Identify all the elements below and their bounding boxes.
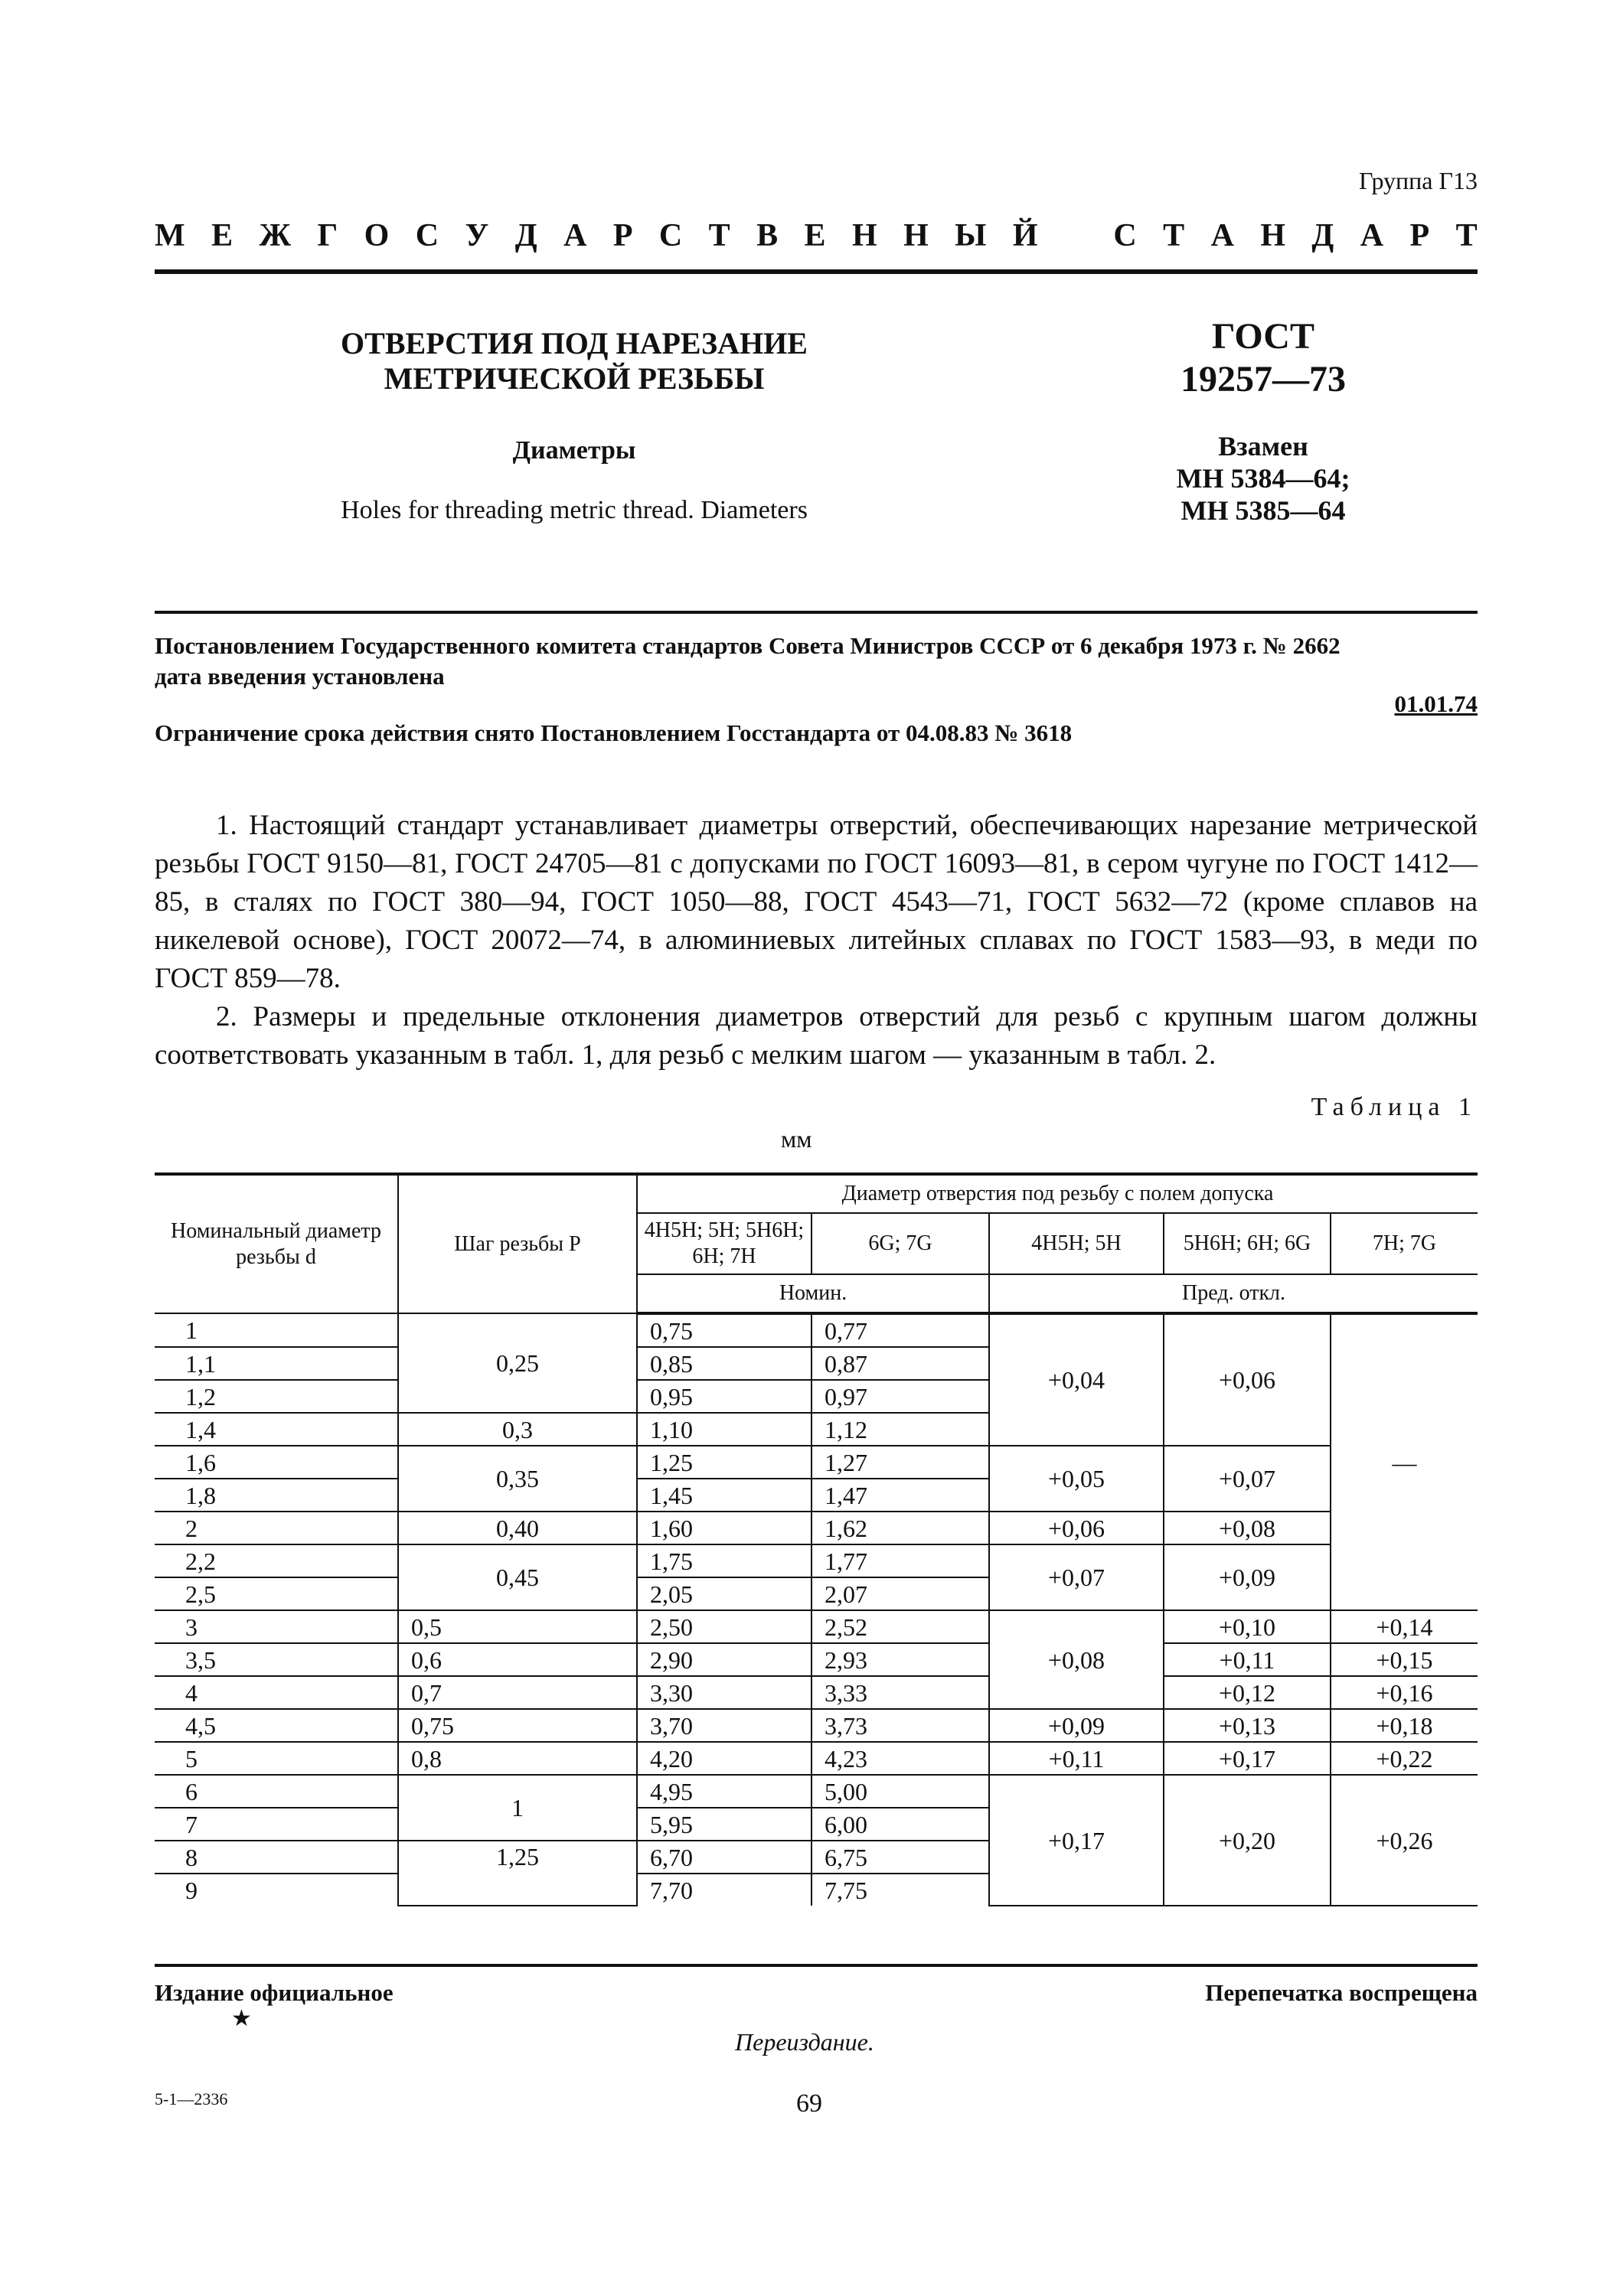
cell-nominal-a: 2,05 xyxy=(637,1577,812,1610)
cell-tol-d: +0,13 xyxy=(1164,1709,1331,1742)
cell-pitch: 0,25 xyxy=(398,1313,637,1413)
paragraph-1: 1. Настоящий стандарт устанавливает диаметры отверстий, обеспечивающих нарезание метрической резьбы ГОСТ 9150—81, ГОСТ 24705—81 с допусками по ГОСТ 16093—81, в сером чугуне по ГОСТ 1412—85, в сталях по ГОСТ 380—94, ГОСТ 1050—88, ГОСТ 4543—71, ГОСТ 5632—72 (кроме сплавов на никелевой основе), ГОСТ 20072—74, в алюминиевых литейных сплавах по ГОСТ 1583—93, в меди по ГОСТ 859—78. xyxy=(155,810,1478,994)
cell-nominal-a: 6,70 xyxy=(637,1841,812,1874)
heading-letter: Р xyxy=(1409,218,1430,253)
heading-letter: О xyxy=(364,218,390,253)
table-row xyxy=(155,1676,1478,1709)
table-row xyxy=(155,1643,1478,1676)
cell-nominal-b: 3,33 xyxy=(812,1676,989,1709)
cell-nominal-a: 5,95 xyxy=(637,1808,812,1841)
restriction-note: Ограничение срока действия снято Постановлением Госстандарта от 04.08.83 № 3618 xyxy=(155,719,1073,746)
heading-letter: М xyxy=(155,218,185,253)
cell-tol-d: +0,09 xyxy=(1164,1544,1331,1610)
cell-tol-e: +0,26 xyxy=(1331,1775,1478,1906)
title-line-1: ОТВЕРСТИЯ ПОД НАРЕЗАНИЕ xyxy=(341,326,808,360)
cell-tol-e: +0,18 xyxy=(1331,1709,1478,1742)
cell-tol-c: +0,09 xyxy=(989,1709,1164,1742)
heading-letter: Н xyxy=(1260,218,1285,253)
heading-letter: Й xyxy=(1012,218,1038,253)
cell-diameter: 2,2 xyxy=(155,1544,398,1577)
cell-diameter: 2 xyxy=(155,1512,398,1544)
group-label: Группа Г13 xyxy=(1358,167,1478,194)
cell-diameter: 4,5 xyxy=(155,1709,398,1742)
cell-nominal-b: 1,12 xyxy=(812,1413,989,1446)
cell-tol-c: +0,17 xyxy=(989,1775,1164,1906)
cell-nominal-a: 4,95 xyxy=(637,1775,812,1808)
cell-pitch: 0,35 xyxy=(398,1446,637,1512)
heading-letter: Ы xyxy=(955,218,987,253)
cell-nominal-a: 3,70 xyxy=(637,1709,812,1742)
decree-block xyxy=(155,631,1478,692)
heading-letter: Г xyxy=(317,218,338,253)
cell-nominal-a: 3,30 xyxy=(637,1676,812,1709)
header-col-b: 6G; 7G xyxy=(812,1213,989,1274)
table-unit: мм xyxy=(781,1125,812,1153)
header-col-d: 5H6H; 6H; 6G xyxy=(1164,1213,1331,1274)
gost-block xyxy=(1118,315,1409,527)
cell-tol-c: +0,06 xyxy=(989,1512,1164,1544)
replaces-label: Взамен xyxy=(1218,431,1308,461)
heading-letter: Т xyxy=(1163,218,1185,253)
cell-nominal-b: 7,75 xyxy=(812,1874,989,1906)
heading-letter: В xyxy=(756,218,779,253)
heading-letter: С xyxy=(415,218,439,253)
body-text xyxy=(155,807,1478,1075)
cell-tol-d: +0,12 xyxy=(1164,1676,1331,1709)
cell-nominal-b: 3,73 xyxy=(812,1709,989,1742)
cell-nominal-b: 1,47 xyxy=(812,1479,989,1512)
table-row xyxy=(155,1544,1478,1577)
cell-pitch: 1 xyxy=(398,1775,637,1841)
heading-letter: Р xyxy=(612,218,633,253)
print-code: 5-1—2336 xyxy=(155,2089,228,2108)
heading-letter: Н xyxy=(851,218,877,253)
gost-label: ГОСТ xyxy=(1212,316,1314,357)
cell-nominal-a: 1,10 xyxy=(637,1413,812,1446)
cell-nominal-a: 1,25 xyxy=(637,1446,812,1479)
cell-tol-d: +0,10 xyxy=(1164,1610,1331,1643)
heading-letter: С xyxy=(658,218,683,253)
official-edition: Издание официальное xyxy=(155,1979,394,2006)
cell-pitch: 1,25 xyxy=(398,1841,637,1906)
cell-nominal-b: 5,00 xyxy=(812,1775,989,1808)
subtitle: Диаметры xyxy=(512,436,636,465)
cell-nominal-b: 0,87 xyxy=(812,1347,989,1380)
cell-tol-e: +0,14 xyxy=(1331,1610,1478,1643)
header-col-c: 4H5H; 5H xyxy=(989,1213,1164,1274)
table-row xyxy=(155,1742,1478,1775)
page-number: 69 xyxy=(796,2089,822,2118)
cell-nominal-a: 7,70 xyxy=(637,1874,812,1906)
heading-gap xyxy=(1064,217,1087,254)
cell-nominal-a: 4,20 xyxy=(637,1742,812,1775)
cell-tol-c: +0,11 xyxy=(989,1742,1164,1775)
cell-diameter: 3,5 xyxy=(155,1643,398,1676)
table-row xyxy=(155,1775,1478,1808)
cell-diameter: 1,4 xyxy=(155,1413,398,1446)
cell-tol-d: +0,17 xyxy=(1164,1742,1331,1775)
header-col-a: 4H5H; 5H; 5H6H; 6H; 7H xyxy=(637,1213,812,1274)
cell-diameter: 5 xyxy=(155,1742,398,1775)
title-line-2: МЕТРИЧЕСКОЙ РЕЗЬБЫ xyxy=(384,361,765,396)
cell-diameter: 6 xyxy=(155,1775,398,1808)
cell-nominal-b: 2,93 xyxy=(812,1643,989,1676)
cell-tol-c: +0,08 xyxy=(989,1610,1164,1709)
cell-nominal-b: 2,07 xyxy=(812,1577,989,1610)
cell-nominal-a: 2,90 xyxy=(637,1643,812,1676)
header-nominal: Номин. xyxy=(637,1274,989,1313)
cell-tol-d: +0,07 xyxy=(1164,1446,1331,1512)
cell-tol-d: +0,06 xyxy=(1164,1313,1331,1446)
cell-tol-c: +0,07 xyxy=(989,1544,1164,1610)
english-title: Holes for threading metric thread. Diameters xyxy=(341,496,808,524)
star-icon: ★ xyxy=(231,2006,252,2031)
cell-tol-e: — xyxy=(1331,1313,1478,1610)
cell-diameter: 8 xyxy=(155,1841,398,1874)
reprint-ban: Перепечатка воспрещена xyxy=(1205,1979,1478,2006)
cell-nominal-a: 1,45 xyxy=(637,1479,812,1512)
paragraph-2: 2. Размеры и предельные отклонения диаметров отверстий для резьб с крупным шагом должны соответствовать указанным в табл. 1, для резьб с мелким шагом — указанным в табл. 2. xyxy=(155,1001,1478,1071)
cell-tol-e: +0,16 xyxy=(1331,1676,1478,1709)
header-pitch: Шаг резьбы P xyxy=(398,1174,637,1313)
cell-pitch: 0,45 xyxy=(398,1544,637,1610)
cell-nominal-a: 1,75 xyxy=(637,1544,812,1577)
heading-letter: У xyxy=(465,218,489,253)
intro-line: дата введения установлена xyxy=(155,663,445,690)
heading-letter: Т xyxy=(1455,218,1478,253)
cell-pitch: 0,8 xyxy=(398,1742,637,1775)
cell-diameter: 1,1 xyxy=(155,1347,398,1380)
table-row xyxy=(155,1709,1478,1742)
cell-tol-e: +0,15 xyxy=(1331,1643,1478,1676)
cell-nominal-b: 1,77 xyxy=(812,1544,989,1577)
header-hole-diameter: Диаметр отверстия под резьбу с полем допуска xyxy=(637,1174,1478,1213)
table-row xyxy=(155,1610,1478,1643)
heading-letter: Д xyxy=(514,218,537,253)
cell-pitch: 0,6 xyxy=(398,1643,637,1676)
cell-nominal-a: 0,75 xyxy=(637,1313,812,1347)
cell-tol-c: +0,05 xyxy=(989,1446,1164,1512)
header-divider xyxy=(155,269,1478,274)
cell-pitch: 0,7 xyxy=(398,1676,637,1709)
header-deviation: Пред. откл. xyxy=(989,1274,1478,1313)
cell-nominal-a: 0,95 xyxy=(637,1380,812,1413)
table-row xyxy=(155,1446,1478,1479)
section-divider xyxy=(155,611,1478,614)
cell-diameter: 4 xyxy=(155,1676,398,1709)
table-caption: Таблица 1 xyxy=(1311,1093,1478,1121)
cell-diameter: 1,6 xyxy=(155,1446,398,1479)
cell-nominal-b: 0,97 xyxy=(812,1380,989,1413)
cell-pitch: 0,75 xyxy=(398,1709,637,1742)
reissue-note: Переиздание. xyxy=(735,2028,874,2056)
cell-nominal-a: 0,85 xyxy=(637,1347,812,1380)
cell-diameter: 9 xyxy=(155,1874,398,1906)
cell-diameter: 1,2 xyxy=(155,1380,398,1413)
cell-tol-e: +0,22 xyxy=(1331,1742,1478,1775)
replaces-item: МН 5385—64 xyxy=(1181,495,1346,526)
cell-nominal-b: 1,27 xyxy=(812,1446,989,1479)
cell-pitch: 0,3 xyxy=(398,1413,637,1446)
cell-nominal-b: 6,00 xyxy=(812,1808,989,1841)
cell-nominal-a: 1,60 xyxy=(637,1512,812,1544)
cell-tol-c: +0,04 xyxy=(989,1313,1164,1446)
cell-tol-d: +0,08 xyxy=(1164,1512,1331,1544)
interstate-standard-heading xyxy=(155,217,1478,254)
header-nominal-diameter: Номинальный диаметр резьбы d xyxy=(155,1174,398,1313)
heading-letter: С xyxy=(1113,218,1137,253)
table-1 xyxy=(155,1172,1478,1906)
cell-tol-d: +0,20 xyxy=(1164,1775,1331,1906)
cell-diameter: 2,5 xyxy=(155,1577,398,1610)
cell-pitch: 0,5 xyxy=(398,1610,637,1643)
cell-nominal-b: 1,62 xyxy=(812,1512,989,1544)
heading-letter: Д xyxy=(1311,218,1334,253)
heading-letter: Ж xyxy=(259,218,292,253)
heading-letter: А xyxy=(563,218,587,253)
cell-diameter: 1 xyxy=(155,1313,398,1347)
heading-letter: Н xyxy=(903,218,929,253)
heading-letter: Е xyxy=(804,218,826,253)
cell-tol-d: +0,11 xyxy=(1164,1643,1331,1676)
heading-letter: А xyxy=(1210,218,1234,253)
table-row xyxy=(155,1313,1478,1347)
cell-nominal-b: 0,77 xyxy=(812,1313,989,1347)
cell-diameter: 3 xyxy=(155,1610,398,1643)
cell-nominal-a: 2,50 xyxy=(637,1610,812,1643)
cell-diameter: 7 xyxy=(155,1808,398,1841)
cell-nominal-b: 2,52 xyxy=(812,1610,989,1643)
heading-letter: Е xyxy=(211,218,233,253)
intro-date: 01.01.74 xyxy=(1394,690,1478,717)
header-col-e: 7H; 7G xyxy=(1331,1213,1478,1274)
footer-divider xyxy=(155,1964,1478,1967)
decree-text: Постановлением Государственного комитета стандартов Совета Министров СССР от 6 декабря 1973 г. № 2662 xyxy=(155,632,1341,659)
gost-number: 19257—73 xyxy=(1181,359,1346,400)
cell-pitch: 0,40 xyxy=(398,1512,637,1544)
heading-letter: А xyxy=(1360,218,1384,253)
table-row xyxy=(155,1512,1478,1544)
cell-nominal-b: 4,23 xyxy=(812,1742,989,1775)
cell-diameter: 1,8 xyxy=(155,1479,398,1512)
replaces-item: МН 5384—64; xyxy=(1176,463,1350,494)
title-block xyxy=(306,326,842,525)
heading-letter: Т xyxy=(708,218,730,253)
cell-nominal-b: 6,75 xyxy=(812,1841,989,1874)
